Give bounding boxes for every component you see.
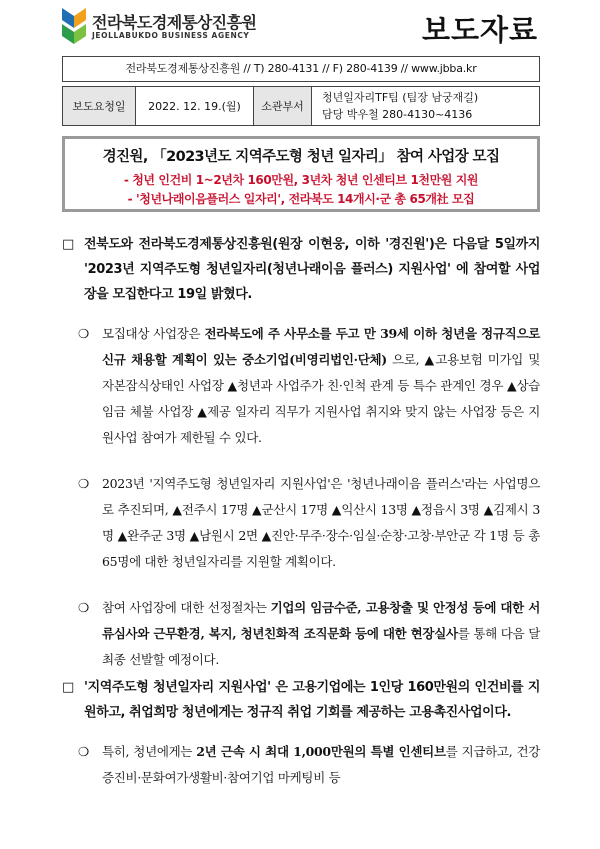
paragraph-text: 2023년 '지역주도형 청년일자리 지원사업'은 '청년나래이음 플러스'라는 사업명으로 추진되며, ▲전주시 17명 ▲군산시 17명 ▲익산시 13명 ▲정읍시 3명 ▲김제시 3명 ▲완주군 3명 ▲남원시 2면 ▲진안·무주·장수·임실·순창·고창·부안군 각 1명 등 총 65명에 대한 청년일자리를 지원할 계획이다.: [102, 476, 540, 569]
paragraph-bold-text: 전라북도에 주 사무소를 두고 만 39세 이하 청년을 정규직으로 신규 채용할 계획이 있는 중소기업(비영리법인·단체): [102, 326, 540, 367]
dept-name: 청년일자리TF팀 (팀장 남궁재길): [322, 91, 479, 104]
main-paragraph-2: [62, 675, 540, 725]
square-bullet-icon: □: [62, 237, 74, 252]
circle-bullet-icon: ❍: [78, 476, 89, 491]
org-name-en: JEOLLABUKDO BUSINESS AGENCY: [92, 31, 250, 40]
paragraph-text: 전북도와 전라북도경제통상진흥원(원장 이현웅, 이하 '경진원')은 다음달 5일까지 '2023년 지역주도형 청년일자리(청년나래이음 플러스) 지원사업' 에 참여할 사업장을 모집한다고 19일 밝혔다.: [84, 237, 540, 302]
request-date-label: 보도요청일: [63, 87, 136, 125]
circle-bullet-icon: ❍: [78, 744, 89, 759]
circle-bullet-icon: ❍: [78, 600, 89, 615]
info-table: [62, 86, 540, 126]
sub-paragraph-3: [62, 595, 540, 673]
main-paragraph-1: [62, 232, 540, 307]
doc-type-title: 보도자료: [421, 13, 538, 47]
circle-bullet-icon: ❍: [78, 326, 89, 341]
paragraph-bold-text: 2년 근속 시 최대 1,000만원의 특별 인센티브: [196, 744, 446, 759]
sub-paragraph-1: [62, 321, 540, 451]
dept-label: 소관부서: [254, 87, 312, 125]
jbba-logo-icon: [58, 6, 88, 46]
paragraph-text: 를 지급하고, 건강증진비·문화여가생활비·참여기업 마케팅비 등: [102, 744, 541, 785]
subheadline-1: - 청년 인건비 1~2년차 160만원, 3년차 청년 인센티브 1천만원 지원: [123, 173, 479, 187]
sub-paragraph-4: [62, 739, 540, 791]
square-bullet-icon: □: [62, 680, 74, 695]
paragraph-text: 으로, ▲고용보험 미가입 및 자본잠식상태인 사업장 ▲청년과 사업주가 친·인척 관계 등 특수 관계인 경우 ▲상습 임금 체불 사업장 ▲제공 일자리 직무가 지원사업 취지와 맞지 않는 사업장 등은 지원사업 참여가 제한될 수 있다.: [102, 352, 541, 445]
headline: 경진원, 「2023년도 지역주도형 청년 일자리」 참여 사업장 모집: [102, 149, 500, 165]
officer-contact: 담당 박우철 280-4130~4136: [322, 108, 473, 121]
subheadline-2: - '청년나래이음플러스 일자리', 전라북도 14개시·군 총 65개社 모집: [127, 192, 475, 206]
paragraph-text: 를 통해 다음 달 최종 선발할 예정이다.: [102, 626, 540, 667]
paragraph-text: 특히, 청년에게는: [102, 744, 197, 759]
paragraph-text: 참여 사업장에 대한 선정절차는: [102, 600, 271, 615]
paragraph-bold-text: 기업의 임금수준, 고용창출 및 안정성 등에 대한 서류심사와 근무환경, 복지, 청년친화적 조직문화 등에 대한 현장실사: [102, 600, 540, 641]
request-date: 2022. 12. 19.(월): [136, 87, 254, 125]
dept-info: [312, 87, 539, 125]
sub-paragraph-2: [62, 471, 540, 575]
paragraph-text: 모집대상 사업장은: [102, 326, 205, 341]
paragraph-text: '지역주도형 청년일자리 지원사업' 은 고용기업에는 1인당 160만원의 인건비를 지원하고, 취업희망 청년에게는 정규직 취업 기회를 제공하는 고용촉진사업이다.: [84, 680, 540, 720]
org-name-ko: 전라북도경제통상진흥원: [92, 13, 257, 32]
headline-box: [62, 136, 540, 212]
header: [0, 0, 600, 56]
article-body: [62, 232, 540, 791]
contact-bar: 전라북도경제통상진흥원 // T) 280-4131 // F) 280-4139 // www.jbba.kr: [62, 56, 540, 82]
